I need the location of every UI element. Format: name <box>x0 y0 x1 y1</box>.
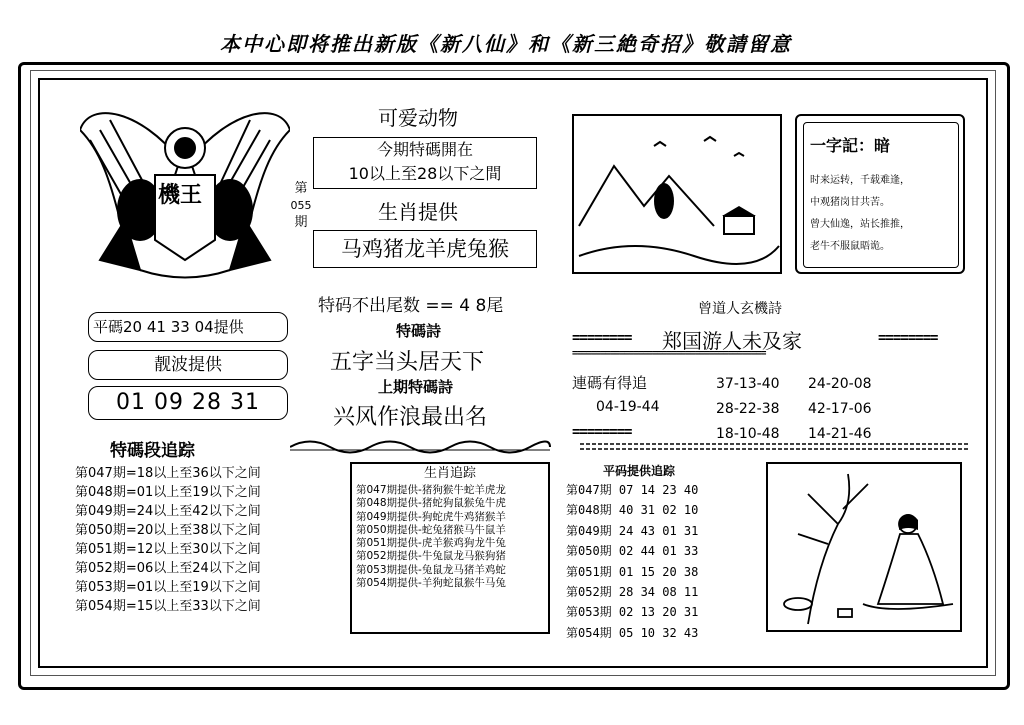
period-label <box>290 180 312 231</box>
flat-track-row: 第053期 02 13 20 31 <box>566 605 699 620</box>
combo-value: 14-21-46 <box>808 426 872 442</box>
riddle-line: 时来运转，千载难逢， <box>810 175 910 186</box>
poem-title: 特碼詩 <box>396 322 442 340</box>
combo-value: 18-10-48 <box>716 426 780 442</box>
segment-list <box>75 464 261 616</box>
period-number: 055 <box>290 199 312 212</box>
combo-value: 24-20-08 <box>808 376 872 392</box>
segment-row: 第049期=24以上至42以下之间 <box>75 504 261 519</box>
zodiac-list-box <box>313 230 537 268</box>
figure-illustration-box <box>766 462 962 632</box>
mystic-dash-short: ======== <box>572 424 632 440</box>
landscape-illustration-box <box>572 114 782 274</box>
zodiac-track-row: 第053期提供-兔鼠龙马猪羊鸡蛇 <box>356 563 506 576</box>
prev-poem-title: 上期特碼詩 <box>378 378 454 396</box>
riddle-title: 一字記：暗 <box>810 136 891 155</box>
period-suffix: 期 <box>294 215 308 230</box>
combo-value: 37-13-40 <box>716 376 780 392</box>
flat-track-row: 第049期 24 43 01 31 <box>566 523 699 538</box>
riddle-box <box>795 114 965 274</box>
segment-row: 第048期=01以上至19以下之间 <box>75 485 261 500</box>
segment-title: 特碼段追踪 <box>110 441 195 461</box>
period-prefix: 第 <box>294 181 308 196</box>
range-box <box>313 137 537 189</box>
mystic-dash-left: ======== <box>572 330 632 346</box>
zodiac-track-row: 第051期提供-虎羊猴鸡狗龙牛兔 <box>356 537 506 550</box>
poem-line2: 兴风作浪最出名 <box>333 405 488 430</box>
flat-track-row: 第048期 40 31 02 10 <box>566 503 699 518</box>
zodiac-track-row: 第047期提供-猪狗猴牛蛇羊虎龙 <box>356 484 506 496</box>
riddle-line: 老牛不服鼠晤诡。 <box>810 241 890 252</box>
zodiac-track-row: 第052期提供-牛兔鼠龙马猴狗猪 <box>356 550 506 563</box>
zodiac-track-list <box>352 484 548 590</box>
segment-row: 第053期=01以上至19以下之间 <box>75 580 261 595</box>
seated-woman-illustration <box>768 464 960 630</box>
combo-col2 <box>808 372 872 447</box>
flat-track-row: 第054期 05 10 32 43 <box>566 625 699 640</box>
combo-label: 連碼有得追 <box>572 374 648 392</box>
flat-code-text: 平碼20 41 33 04提供 <box>93 318 244 336</box>
wave-numbers: 01 09 28 31 <box>116 390 260 415</box>
mystic-dash-right: ======== <box>878 330 938 346</box>
mountain-illustration <box>574 116 780 272</box>
zodiac-provide-title: 生肖提供 <box>378 200 458 224</box>
range-line2: 10以上至28以下之間 <box>348 164 502 183</box>
zodiac-track-title: 生肖追踪 <box>423 466 476 481</box>
flat-track-title: 平码提供追踪 <box>603 464 676 478</box>
flat-track-row: 第052期 28 34 08 11 <box>566 585 699 600</box>
zodiac-track-box <box>350 462 550 634</box>
segment-row: 第051期=12以上至30以下之间 <box>75 542 261 557</box>
flat-track-list <box>566 480 698 643</box>
wave-title-box <box>88 350 288 380</box>
combo-col1 <box>716 372 780 447</box>
wave-numbers-box <box>88 386 288 420</box>
logo-text: 機王 <box>158 182 203 208</box>
flat-track-row: 第050期 02 44 01 33 <box>566 544 699 559</box>
top-banner: 本中心即将推出新版《新八仙》和《新三絶奇招》敬請留意 <box>220 32 792 56</box>
segment-row: 第050期=20以上至38以下之间 <box>75 523 261 538</box>
riddle-line: 曾大仙逸，站长推推， <box>810 219 910 230</box>
segment-row: 第052期=06以上至24以下之间 <box>75 561 261 576</box>
flat-code-box <box>88 312 288 342</box>
zodiac-track-row: 第049期提供-狗蛇虎牛鸡猪猴羊 <box>356 510 506 523</box>
range-line1: 今期特碼開在 <box>376 140 473 159</box>
zodiac-track-row: 第050期提供-蛇兔猪猴马牛鼠羊 <box>356 523 506 536</box>
riddle-line: 中观猪岗甘共苦。 <box>810 197 890 208</box>
poem-line1: 五字当头居天下 <box>330 350 485 375</box>
combo-first: 04-19-44 <box>596 399 660 415</box>
wave-title: 靓波提供 <box>154 355 222 375</box>
mystic-dash-full: ========================================= <box>572 348 766 359</box>
tail-number-text: 特码不出尾数 == 4 8尾 <box>318 296 504 316</box>
segment-row: 第054期=15以上至33以下之间 <box>75 599 261 614</box>
mystic-heading: 曾道人玄機詩 <box>698 301 782 317</box>
zodiac-track-row: 第054期提供-羊狗蛇鼠猴牛马兔 <box>356 577 506 590</box>
flat-track-row: 第047期 07 14 23 40 <box>566 483 699 497</box>
mystic-title: 郑国游人未及家 <box>662 329 802 353</box>
animals-title: 可爱动物 <box>378 106 458 130</box>
flat-track-row: 第051期 01 15 20 38 <box>566 564 699 579</box>
zodiac-track-row: 第048期提供-猪蛇狗鼠猴兔牛虎 <box>356 497 506 510</box>
zodiac-list: 马鸡猪龙羊虎兔猴 <box>341 237 509 261</box>
riddle-inner <box>803 122 959 268</box>
combo-value: 42-17-06 <box>808 401 872 417</box>
segment-row: 第047期=18以上至36以下之间 <box>75 466 261 481</box>
combo-value: 28-22-38 <box>716 401 780 417</box>
